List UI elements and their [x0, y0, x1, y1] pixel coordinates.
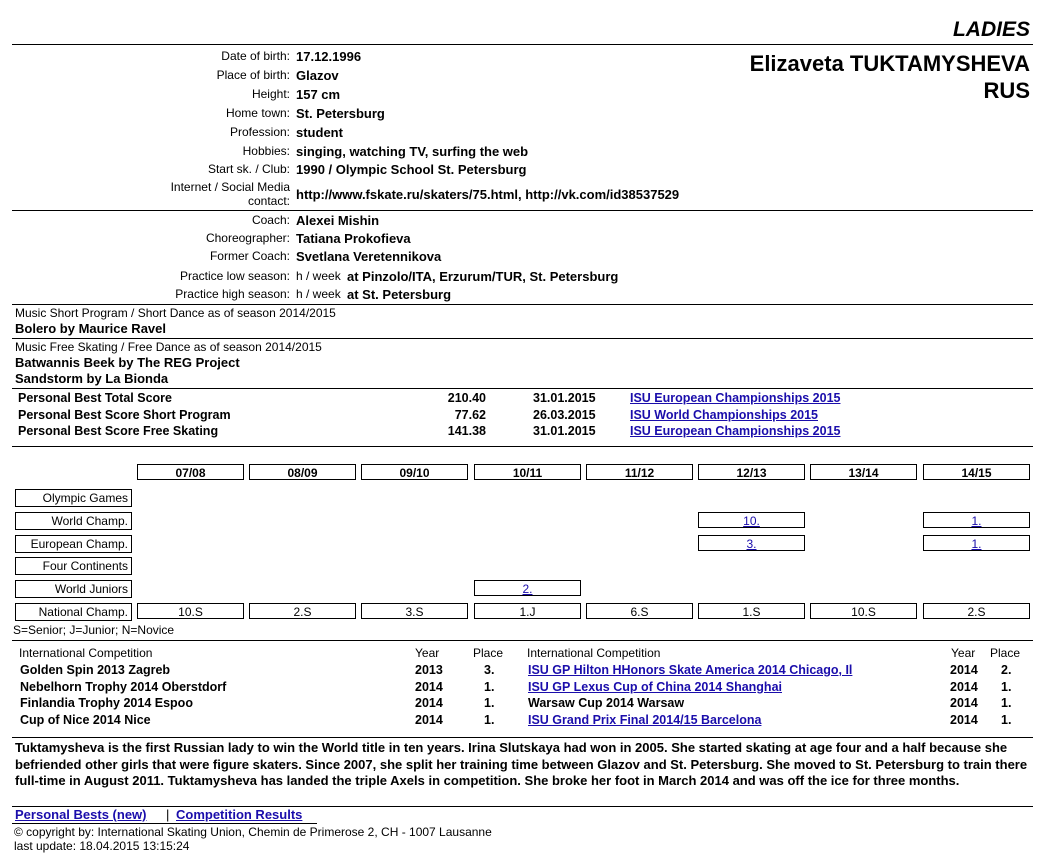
- internet-label-1: Internet / Social Media: [170, 180, 290, 194]
- intl-comp-year: 2014: [950, 696, 978, 710]
- choreographer-value: Tatiana Prokofieva: [296, 231, 411, 246]
- height-value: 157 cm: [296, 87, 341, 102]
- intl-comp-name: Golden Spin 2013 Zagreb: [20, 663, 171, 677]
- practice-low-label: Practice low season:: [179, 269, 290, 283]
- practice-high-unit: h / week: [296, 287, 341, 301]
- last-update: last update: 18.04.2015 13:15:24: [14, 839, 190, 853]
- results-legend: S=Senior; J=Junior; N=Novice: [13, 623, 175, 637]
- coach-value: Alexei Mishin: [296, 213, 380, 228]
- bio-narrative: Tuktamysheva is the first Russian lady to win the World title in ten years. Irina Slutskaya had won in 2005. She started skating at age four and a half because she befriended other girls that were figure skaters. Since 2007, she split her training time between Glazov and St. Petersburg. She moved to St. Petersburg to train there full-time in August 2011. Tuktamysheva has landed the triple Axels in competition. She broke her foot in March 2014 and was off the ice for three months.: [15, 740, 1028, 788]
- national-result: 10.S: [810, 603, 917, 619]
- coach-label: Coach:: [251, 213, 290, 227]
- intl-comp-place: 1.: [1001, 713, 1012, 727]
- skater-nation: RUS: [983, 78, 1030, 103]
- music-short-heading: Music Short Program / Short Dance as of season 2014/2015: [15, 306, 336, 320]
- skater-name: Elizaveta TUKTAMYSHEVA: [749, 51, 1030, 76]
- pb-total-score: 210.40: [447, 391, 486, 405]
- pob-value: Glazov: [296, 68, 339, 83]
- divider: [12, 210, 1033, 211]
- divider: [12, 388, 1033, 389]
- intl-comp-place: 1.: [1001, 696, 1012, 710]
- former-coach-value: Svetlana Veretennikova: [296, 249, 442, 264]
- pb-free-score: 141.38: [447, 424, 486, 438]
- intl-header-place: Place: [990, 646, 1021, 660]
- intl-comp-name: Cup of Nice 2014 Nice: [20, 713, 151, 727]
- intl-comp-name: Warsaw Cup 2014 Warsaw: [528, 696, 685, 710]
- hometown-value: St. Petersburg: [296, 106, 385, 121]
- european-result-link[interactable]: 3.: [698, 535, 805, 551]
- national-result: 1.S: [698, 603, 805, 619]
- pob-label: Place of birth:: [216, 68, 290, 82]
- intl-header-year: Year: [951, 646, 976, 660]
- national-result: 2.S: [249, 603, 356, 619]
- row-world-champ: World Champ.: [15, 512, 132, 530]
- height-label: Height:: [251, 87, 290, 101]
- world-result-link[interactable]: 1.: [923, 512, 1030, 528]
- intl-comp-place: 3.: [484, 663, 495, 677]
- divider: [12, 44, 1033, 45]
- world-result-link[interactable]: 10.: [698, 512, 805, 528]
- music-free-heading: Music Free Skating / Free Dance as of season 2014/2015: [15, 340, 322, 354]
- intl-comp-place: 1.: [484, 680, 495, 694]
- intl-comp-place: 1.: [484, 713, 495, 727]
- pb-short-label: Personal Best Score Short Program: [18, 408, 231, 422]
- footer-separator: |: [166, 807, 170, 822]
- hobbies-label: Hobbies:: [242, 144, 290, 158]
- intl-comp-year: 2013: [415, 663, 443, 677]
- music-short-title: Bolero by Maurice Ravel: [15, 321, 166, 336]
- practice-low-value: at Pinzolo/ITA, Erzurum/TUR, St. Petersburg: [347, 269, 619, 284]
- practice-high-value: at St. Petersburg: [347, 287, 452, 302]
- intl-header-comp: International Competition: [19, 646, 153, 660]
- pb-free-event-link[interactable]: ISU European Championships 2015: [630, 424, 841, 438]
- intl-comp-name: Finlandia Trophy 2014 Espoo: [20, 696, 193, 710]
- pb-free-label: Personal Best Score Free Skating: [18, 424, 219, 438]
- music-free-line-1: Batwannis Beek by The REG Project: [15, 355, 240, 370]
- intl-comp-link[interactable]: ISU GP Hilton HHonors Skate America 2014 Chicago, Il: [528, 663, 853, 677]
- hometown-label: Home town:: [225, 106, 290, 120]
- pb-total-date: 31.01.2015: [533, 391, 596, 405]
- national-result: 3.S: [361, 603, 468, 619]
- intl-comp-place: 1.: [484, 696, 495, 710]
- row-world-juniors: World Juniors: [15, 580, 132, 598]
- practice-low-unit: h / week: [296, 269, 341, 283]
- divider: [12, 737, 1033, 738]
- intl-comp-year: 2014: [950, 663, 978, 677]
- music-free-line-2: Sandstorm by La Bionda: [15, 371, 169, 386]
- season-header: 09/10: [361, 464, 468, 480]
- national-result: 6.S: [586, 603, 693, 619]
- row-olympic-games: Olympic Games: [15, 489, 132, 507]
- intl-comp-year: 2014: [950, 713, 978, 727]
- intl-comp-year: 2014: [950, 680, 978, 694]
- practice-high-label: Practice high season:: [175, 287, 290, 301]
- juniors-result-link[interactable]: 2.: [474, 580, 581, 596]
- season-header: 13/14: [810, 464, 917, 480]
- national-result: 1.J: [474, 603, 581, 619]
- divider: [12, 304, 1033, 305]
- intl-header-comp: International Competition: [527, 646, 661, 660]
- choreographer-label: Choreographer:: [205, 231, 290, 245]
- category-title: LADIES: [952, 18, 1030, 41]
- intl-comp-place: 1.: [1001, 680, 1012, 694]
- intl-comp-year: 2014: [415, 696, 443, 710]
- internet-label-2: contact:: [247, 194, 290, 208]
- competition-results-link[interactable]: Competition Results: [176, 807, 303, 822]
- profession-label: Profession:: [229, 125, 290, 139]
- divider: [12, 823, 317, 824]
- national-result: 2.S: [923, 603, 1030, 619]
- pb-short-score: 77.62: [454, 408, 486, 422]
- copyright: © copyright by: International Skating Union, Chemin de Primerose 2, CH - 1007 Lausanne: [14, 825, 492, 839]
- club-value: 1990 / Olympic School St. Petersburg: [296, 162, 527, 177]
- former-coach-label: Former Coach:: [209, 249, 290, 263]
- pb-total-label: Personal Best Total Score: [18, 391, 172, 405]
- divider: [12, 338, 1033, 339]
- personal-bests-link[interactable]: Personal Bests (new): [15, 807, 147, 822]
- divider: [12, 446, 1033, 447]
- intl-comp-place: 2.: [1001, 663, 1012, 677]
- season-header: 08/09: [249, 464, 356, 480]
- season-header: 12/13: [698, 464, 805, 480]
- profession-value: student: [296, 125, 343, 140]
- pb-total-event-link[interactable]: ISU European Championships 2015: [630, 391, 841, 405]
- season-header: 10/11: [474, 464, 581, 480]
- intl-comp-name: Nebelhorn Trophy 2014 Oberstdorf: [20, 680, 227, 694]
- season-header: 14/15: [923, 464, 1030, 480]
- intl-header-year: Year: [415, 646, 440, 660]
- dob-label: Date of birth:: [221, 49, 290, 63]
- european-result-link[interactable]: 1.: [923, 535, 1030, 551]
- hobbies-value: singing, watching TV, surfing the web: [296, 144, 529, 159]
- row-four-continents: Four Continents: [15, 557, 132, 575]
- row-national-champ: National Champ.: [15, 603, 132, 621]
- divider: [12, 640, 1033, 641]
- season-header: 11/12: [586, 464, 693, 480]
- season-header: 07/08: [137, 464, 244, 480]
- intl-comp-link[interactable]: ISU Grand Prix Final 2014/15 Barcelona: [528, 713, 762, 727]
- national-result: 10.S: [137, 603, 244, 619]
- internet-value: http://www.fskate.ru/skaters/75.html, http://vk.com/id38537529: [296, 187, 680, 202]
- club-label: Start sk. / Club:: [207, 162, 290, 176]
- intl-header-place: Place: [473, 646, 504, 660]
- pb-short-date: 26.03.2015: [533, 408, 596, 422]
- dob-value: 17.12.1996: [296, 49, 362, 64]
- intl-comp-year: 2014: [415, 680, 443, 694]
- intl-comp-year: 2014: [415, 713, 443, 727]
- intl-comp-link[interactable]: ISU GP Lexus Cup of China 2014 Shanghai: [528, 680, 782, 694]
- row-european-champ: European Champ.: [15, 535, 132, 553]
- pb-short-event-link[interactable]: ISU World Championships 2015: [630, 408, 819, 422]
- pb-free-date: 31.01.2015: [533, 424, 596, 438]
